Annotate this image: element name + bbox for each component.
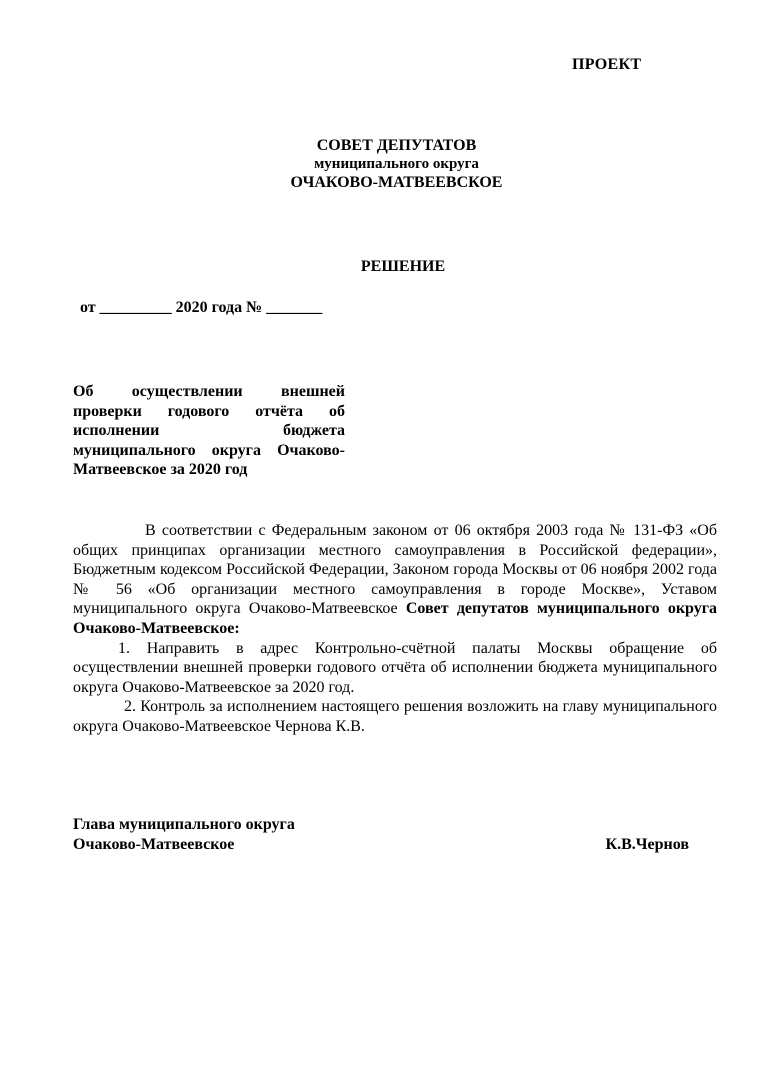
intro-paragraph: [73, 521, 717, 639]
draft-mark: ПРОЕКТ: [572, 56, 642, 73]
signature-position-line1: Глава муниципального округа: [73, 816, 295, 833]
signature-block: [73, 815, 689, 855]
decision-item-2: 2. Контроль за исполнением настоящего решения возложить на главу муниципального округа Очаково-Матвеевское Чернова К.В.: [73, 698, 717, 735]
district-name: ОЧАКОВО-МАТВЕЕВСКОЕ: [290, 174, 503, 191]
decision-item-1: 1. Направить в адрес Контрольно-счётной палаты Москвы обращение об осуществлении внешней проверки годового отчёта об исполнении бюджета муниципального округа Очаково-Матвеевское за 2020 год.: [73, 639, 717, 696]
decision-date-line: от _________ 2020 года № _______: [80, 299, 323, 316]
council-title: СОВЕТ ДЕПУТАТОВ: [316, 137, 477, 154]
council-header: [0, 136, 763, 192]
decision-subject: Об осуществлении внешней проверки годового отчёта об исполнении бюджета муниципального округа Очаково-Матвеевское за 2020 год: [73, 383, 345, 479]
signature-row: [73, 835, 689, 855]
intro-bold-text: Совет депутатов муниципального округа Очаково-Матвеевское:: [73, 600, 717, 637]
council-subtitle: муниципального округа: [314, 156, 479, 172]
decision-title: РЕШЕНИЕ: [360, 258, 446, 275]
signatory-name: К.В.Чернов: [605, 836, 689, 853]
signature-position-line2: Очаково-Матвеевское: [73, 836, 235, 853]
intro-text: В соответствии с Федеральным законом от 06 октября 2003 года № 131-ФЗ «Об общих принципах организации местного самоуправления в Российской федерации», Бюджетным кодексом Российской Федерации, Законом города Москвы от 06 ноября 2002 года № 56 «Об организации местного самоуправления в городе Москве», Уставом муниципального округа Очаково-Матвеевское: [73, 522, 717, 618]
decision-body: [73, 521, 717, 737]
